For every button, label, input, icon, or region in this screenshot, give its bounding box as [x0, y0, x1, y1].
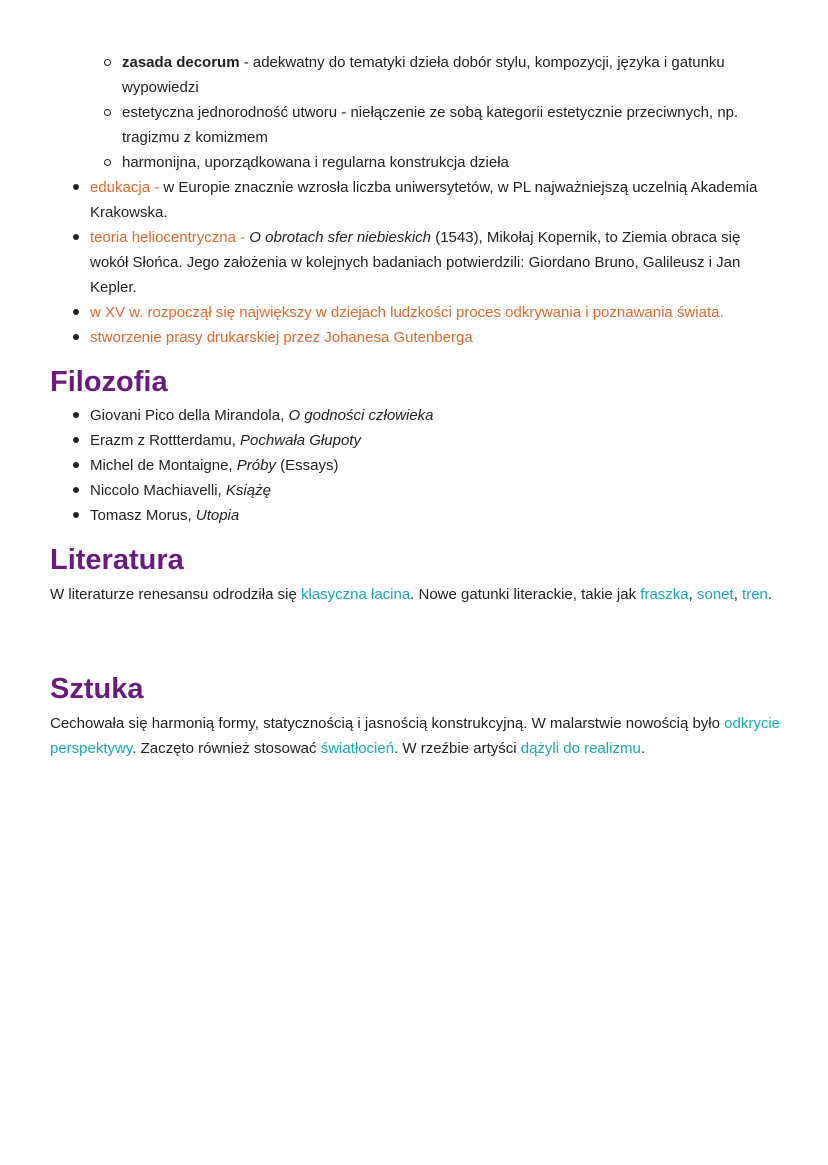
author: Tomasz Morus, — [90, 507, 196, 524]
text: . W rzeźbie artyści — [394, 740, 521, 757]
text: , — [733, 586, 743, 603]
author: Michel de Montaigne, — [90, 457, 237, 474]
list-item — [90, 428, 770, 453]
link-dazyli-do-realizmu[interactable]: dążyli do realizmu — [520, 740, 641, 757]
link-klasyczna-lacina[interactable]: klasyczna łacina — [300, 586, 411, 603]
list-item — [90, 225, 770, 300]
item-text: harmonijna, uporządkowana i regularna konstrukcja dzieła — [122, 154, 509, 171]
item-text: estetyczna jednorodność utworu - niełączenie ze sobą kategorii estetycznie przeciwnych, np. tragizmu z komizmem — [122, 104, 739, 146]
author: Niccolo Machiavelli, — [90, 482, 226, 499]
author: Giovani Pico della Mirandola, — [90, 407, 289, 424]
heading-literatura: Literatura — [50, 544, 184, 576]
list-item — [90, 300, 770, 325]
link-tren[interactable]: tren — [742, 586, 768, 603]
filozofia-list — [90, 403, 770, 528]
text: . — [640, 740, 645, 757]
term: w XV w. rozpoczął się największy w dziejach ludzkości proces odkrywania i poznawania świata. — [90, 304, 724, 321]
author: Erazm z Rottterdamu, — [90, 432, 241, 449]
text: W literaturze renesansu odrodziła się — [50, 586, 301, 603]
work-title: Próby — [236, 457, 276, 474]
text: . — [767, 586, 773, 603]
list-item — [90, 478, 770, 503]
sub-list — [122, 50, 772, 175]
main-list — [90, 175, 770, 350]
list-item — [90, 175, 770, 225]
list-item — [90, 403, 770, 428]
item-text: - adekwatny do tematyki dzieła dobór stylu, kompozycji, języka i gatunku wypowiedzi — [122, 54, 725, 96]
term: edukacja — [90, 179, 151, 196]
work-title: Książę — [225, 482, 271, 499]
text: . Nowe gatunki literackie, takie jak — [410, 586, 641, 603]
separator: - — [150, 179, 164, 196]
link-sonet[interactable]: sonet — [696, 586, 734, 603]
separator: - — [235, 229, 250, 246]
list-item — [122, 50, 772, 100]
term: stworzenie prasy drukarskiej przez Johanesa Gutenberga — [90, 329, 473, 346]
heading-sztuka: Sztuka — [50, 673, 144, 705]
list-item — [122, 150, 772, 175]
work-title: Utopia — [195, 507, 240, 524]
extra: (Essays) — [275, 457, 339, 474]
term: teoria heliocentryczna — [90, 229, 236, 246]
work-title: O obrotach sfer niebieskich — [249, 229, 432, 246]
work-title: O godności człowieka — [288, 407, 434, 424]
literatura-paragraph — [50, 582, 780, 607]
link-odkrycie-perspektywy[interactable]: odkrycie perspektywy — [50, 715, 781, 757]
text: . Zaczęto również stosować — [132, 740, 321, 757]
list-item — [90, 453, 770, 478]
item-text: (1543), Mikołaj Kopernik, to Ziemia obraca się wokół Słońca. Jego założenia w kolejnych badaniach potwierdzili: Giordano Bruno, Galileusz i Jan Kepler. — [90, 229, 741, 296]
heading-filozofia: Filozofia — [50, 366, 168, 398]
item-text: w Europie znacznie wzrosła liczba uniwersytetów, w PL najważniejszą uczelnią Akademia Krakowska. — [90, 179, 758, 221]
list-item — [90, 325, 770, 350]
text: Cechowała się harmonią formy, statycznością i jasnością konstrukcyjną. W malarstwie nowością było — [50, 715, 725, 732]
work-title: Pochwała Głupoty — [240, 432, 361, 449]
list-item — [122, 100, 772, 150]
link-fraszka[interactable]: fraszka — [640, 586, 689, 603]
sztuka-paragraph — [50, 711, 780, 761]
text: , — [688, 586, 697, 603]
list-item — [90, 503, 770, 528]
term: zasada decorum — [122, 54, 240, 71]
link-swiatlocien[interactable]: światłocień — [320, 740, 395, 757]
